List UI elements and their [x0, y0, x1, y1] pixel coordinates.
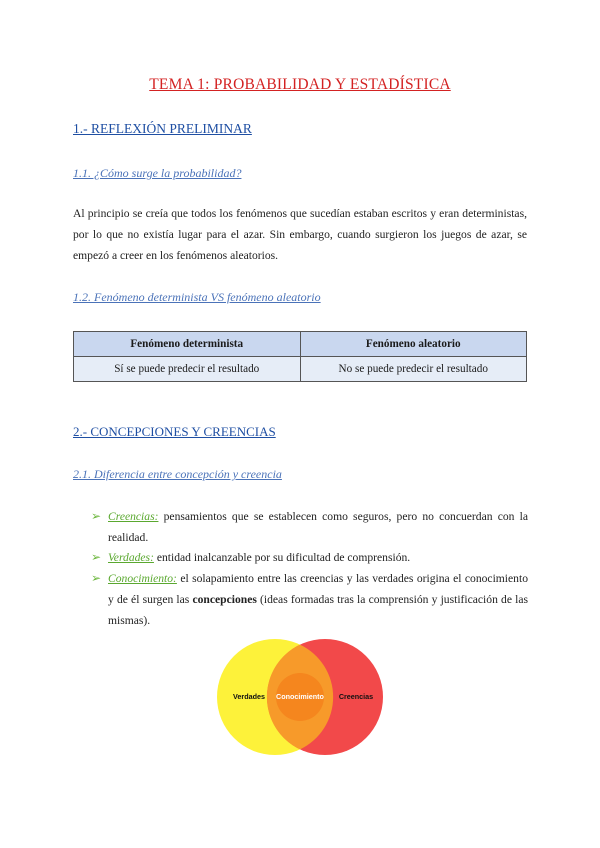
subsection-2-1-heading: 2.1. Diferencia entre concepción y creencia: [73, 467, 282, 481]
table-row: [74, 357, 527, 382]
document-title: TEMA 1: PROBABILIDAD Y ESTADÍSTICA: [149, 76, 451, 93]
table-header-cell: Fenómeno determinista: [74, 332, 301, 357]
arrow-bullet-icon: ➢: [91, 550, 102, 564]
section-1-heading: 1.- REFLEXIÓN PRELIMINAR: [73, 121, 252, 136]
arrow-bullet-icon: ➢: [91, 571, 102, 585]
bullet-text: pensamientos que se establecen como seguros, pero no concuerdan con la realidad.: [108, 510, 528, 544]
intro-paragraph: Al principio se creía que todos los fenómenos que sucedían estaban escritos y eran deterministas, por lo que no existía lugar para el azar. Sin embargo, cuando surgieron los juegos de azar, se empezó a creer en los fenómenos aleatorios.: [73, 207, 527, 262]
arrow-bullet-icon: ➢: [91, 509, 102, 523]
conocimiento-label: Conocimiento: [276, 692, 324, 701]
bullet-text: el solapamiento entre las creencias y las verdades origina el conocimiento y de él surgen las: [108, 572, 528, 606]
verdades-label: Verdades: [233, 692, 265, 701]
subsection-1-1-heading: 1.1. ¿Cómo surge la probabilidad?: [73, 166, 242, 180]
list-item: [91, 547, 528, 568]
bullet-text: entidad inalcanzable por su dificultad de comprensión.: [153, 551, 411, 564]
bullet-term: Conocimiento:: [108, 572, 177, 585]
section-2-heading: 2.- CONCEPCIONES Y CREENCIAS: [73, 424, 276, 439]
bullet-term: Creencias:: [108, 510, 159, 523]
subsection-1-2-heading: 1.2. Fenómeno determinista VS fenómeno aleatorio: [73, 290, 321, 304]
table-header-row: [74, 332, 527, 357]
bullet-term: Verdades:: [108, 551, 154, 564]
table-header-cell: Fenómeno aleatorio: [300, 332, 527, 357]
bullet-bold-term: concepciones: [192, 593, 257, 606]
bullet-text: (ideas formadas tras la comprensión y justificación de las mismas).: [108, 593, 528, 627]
venn-diagram: [215, 637, 385, 757]
list-item: [91, 568, 528, 631]
list-item: [91, 506, 528, 548]
table-cell: No se puede predecir el resultado: [300, 357, 527, 382]
comparison-table: [73, 331, 527, 382]
creencias-label: Creencias: [338, 692, 374, 701]
table-cell: Sí se puede predecir el resultado: [74, 357, 301, 382]
